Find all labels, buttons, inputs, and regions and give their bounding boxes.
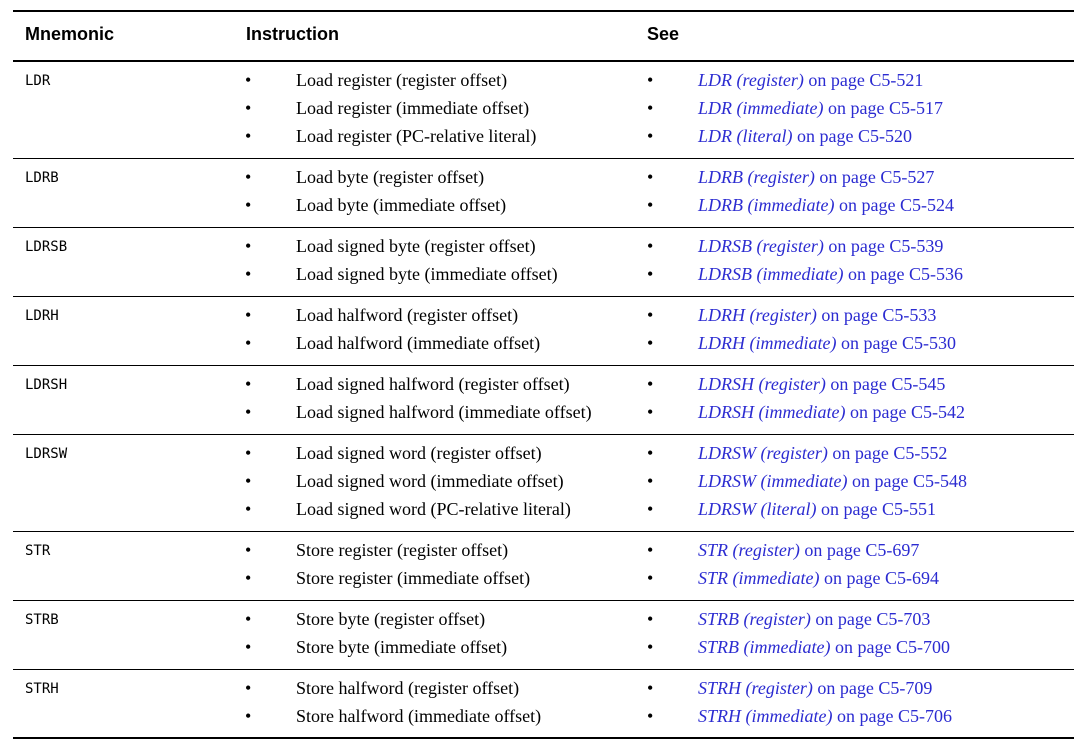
mnemonic-cell: LDRH [25,308,59,324]
reference-link-title[interactable]: LDR (register) [698,70,804,90]
header-see: See [647,24,680,44]
bullet: • [647,678,654,698]
mnemonic-cell: LDR [25,73,51,89]
bullet: • [245,333,252,353]
page-number[interactable]: C5-539 [889,236,944,256]
bullet: • [245,126,252,146]
bullet: • [647,706,654,726]
reference-link-title[interactable]: LDRSH (register) [698,374,826,394]
page-number[interactable]: C5-545 [891,374,946,394]
reference-link-title[interactable]: LDRSH (immediate) [698,402,846,422]
on-page-text[interactable]: on page [851,471,909,491]
bullet: • [647,195,654,215]
bullet: • [647,126,654,146]
reference-link-title[interactable]: STR (immediate) [698,568,820,588]
mnemonic-cell: STRH [25,681,59,697]
reference-link[interactable] [698,498,936,520]
page-number[interactable]: C5-517 [888,98,943,118]
on-page-text[interactable]: on page [830,374,887,394]
instruction-text: Load byte (immediate offset) [296,195,507,215]
page-number[interactable]: C5-706 [897,706,952,726]
bullet: • [647,499,654,519]
bullet: • [245,568,252,588]
bullet: • [647,374,654,394]
page-number[interactable]: C5-521 [869,70,924,90]
reference-link-title[interactable]: LDRSB (register) [698,236,824,256]
instruction-text: Load signed halfword (immediate offset) [296,402,592,422]
table-row [13,532,1074,601]
reference-link-title[interactable]: STRH (immediate) [698,706,833,726]
page-number[interactable]: C5-548 [912,471,967,491]
reference-link[interactable] [698,304,936,326]
table-row [13,159,1074,228]
bullet: • [245,236,252,256]
reference-link-title[interactable]: LDR (literal) [698,126,793,146]
instruction-text: Load signed word (register offset) [296,443,542,463]
bullet: • [245,706,252,726]
bullet: • [245,471,252,491]
on-page-text[interactable]: on page [836,706,894,726]
bullet: • [647,540,654,560]
instruction-text: Load byte (register offset) [296,167,485,187]
bullet: • [245,70,252,90]
instruction-text: Store byte (immediate offset) [296,637,508,657]
on-page-text[interactable]: on page [821,499,878,519]
page-number[interactable]: C5-700 [895,637,950,657]
instruction-text: Store register (register offset) [296,540,509,560]
reference-link[interactable] [698,125,912,147]
on-page-text[interactable]: on page [834,637,892,657]
reference-link[interactable] [698,705,952,727]
reference-link[interactable] [698,97,943,119]
reference-link[interactable] [698,263,963,285]
reference-link[interactable] [698,235,943,257]
bullet: • [647,637,654,657]
instruction-text: Load signed byte (immediate offset) [296,264,558,284]
page-number[interactable]: C5-536 [908,264,963,284]
mnemonic-cell: LDRSB [25,239,68,255]
reference-link[interactable] [698,470,967,492]
bullet: • [245,264,252,284]
bullet: • [647,264,654,284]
bullet: • [245,540,252,560]
bullet: • [245,374,252,394]
instruction-text: Load signed word (immediate offset) [296,471,564,491]
instruction-text: Load signed byte (register offset) [296,236,536,256]
reference-link-title[interactable]: LDRH (register) [698,305,817,325]
reference-link[interactable] [698,332,956,354]
page-number[interactable]: C5-542 [910,402,965,422]
table-row [13,435,1074,532]
on-page-text[interactable]: on page [823,568,881,588]
bullet: • [647,333,654,353]
page-number[interactable]: C5-527 [880,167,935,187]
bullet: • [245,402,252,422]
table-row [13,366,1074,435]
reference-link[interactable] [698,401,965,423]
instruction-text: Load halfword (register offset) [296,305,519,325]
on-page-text[interactable]: on page [797,126,854,146]
reference-link[interactable] [698,567,939,589]
page-number[interactable]: C5-703 [876,609,931,629]
reference-link-title[interactable]: STRB (immediate) [698,637,831,657]
table-row [13,62,1074,159]
reference-link-title[interactable]: LDRH (immediate) [698,333,837,353]
instruction-text: Store register (immediate offset) [296,568,531,588]
instruction-text: Load signed word (PC-relative literal) [296,499,571,519]
page-number[interactable]: C5-552 [893,443,948,463]
bullet: • [647,402,654,422]
page-number[interactable]: C5-694 [884,568,939,588]
table-row [13,297,1074,366]
on-page-text[interactable]: on page [847,264,905,284]
on-page-text[interactable]: on page [821,305,878,325]
on-page-text[interactable]: on page [828,236,885,256]
on-page-text[interactable]: on page [808,70,865,90]
reference-link-title[interactable]: LDRSW (immediate) [698,471,848,491]
instruction-text: Load register (register offset) [296,70,508,90]
reference-link[interactable] [698,166,934,188]
reference-link[interactable] [698,539,919,561]
bullet: • [245,443,252,463]
instruction-text: Load register (PC-relative literal) [296,126,537,146]
reference-link-title[interactable]: LDRSW (register) [698,443,828,463]
bullet: • [245,305,252,325]
reference-link[interactable] [698,194,954,216]
instruction-text: Store halfword (register offset) [296,678,520,698]
bullet: • [647,443,654,463]
mnemonic-cell: LDRSW [25,446,68,462]
reference-link-title[interactable]: LDR (immediate) [698,98,824,118]
header-instruction: Instruction [246,24,339,44]
bullet: • [245,609,252,629]
reference-link-title[interactable]: LDRSW (literal) [698,499,817,519]
page-number[interactable]: C5-520 [857,126,912,146]
page-number[interactable]: C5-709 [878,678,933,698]
mnemonic-cell: LDRB [25,170,59,186]
page-number[interactable]: C5-530 [901,333,956,353]
bullet: • [245,167,252,187]
header-mnemonic: Mnemonic [25,24,115,44]
on-page-text[interactable]: on page [832,443,889,463]
table-row [13,601,1074,670]
page-number[interactable]: C5-524 [899,195,954,215]
page-number[interactable]: C5-551 [881,499,936,519]
on-page-text[interactable]: on page [840,333,898,353]
table-body [13,62,1074,739]
on-page-text[interactable]: on page [849,402,907,422]
on-page-text[interactable]: on page [815,609,872,629]
bullet: • [647,471,654,491]
instruction-text: Load halfword (immediate offset) [296,333,541,353]
on-page-text[interactable]: on page [827,98,885,118]
mnemonic-cell: STR [25,543,51,559]
instruction-text: Load register (immediate offset) [296,98,530,118]
table-row [13,670,1074,739]
instruction-text: Store halfword (immediate offset) [296,706,542,726]
bullet: • [245,678,252,698]
bullet: • [647,167,654,187]
reference-link-title[interactable]: STR (register) [698,540,800,560]
page-number[interactable]: C5-697 [865,540,920,560]
instruction-text: Store byte (register offset) [296,609,486,629]
instruction-text: Load signed halfword (register offset) [296,374,570,394]
reference-link-title[interactable]: LDRSB (immediate) [698,264,844,284]
bullet: • [245,499,252,519]
table-header [13,12,1074,62]
reference-link-title[interactable]: STRB (register) [698,609,811,629]
reference-link[interactable] [698,636,950,658]
bullet: • [245,98,252,118]
reference-link[interactable] [698,442,947,464]
table-row [13,228,1074,297]
mnemonic-cell: STRB [25,612,59,628]
bullet: • [245,195,252,215]
reference-link-title[interactable]: LDRB (register) [698,167,815,187]
mnemonic-cell: LDRSH [25,377,68,393]
bullet: • [245,637,252,657]
bullet: • [647,305,654,325]
bullet: • [647,98,654,118]
reference-link[interactable] [698,608,930,630]
reference-link-title[interactable]: STRH (register) [698,678,813,698]
reference-link[interactable] [698,373,945,395]
bullet: • [647,70,654,90]
on-page-text[interactable]: on page [804,540,861,560]
on-page-text[interactable]: on page [817,678,874,698]
bullet: • [647,568,654,588]
on-page-text[interactable]: on page [819,167,876,187]
reference-link[interactable] [698,69,923,91]
reference-link-title[interactable]: LDRB (immediate) [698,195,835,215]
bullet: • [647,236,654,256]
bullet: • [647,609,654,629]
page-number[interactable]: C5-533 [882,305,937,325]
reference-link[interactable] [698,677,932,699]
on-page-text[interactable]: on page [838,195,896,215]
